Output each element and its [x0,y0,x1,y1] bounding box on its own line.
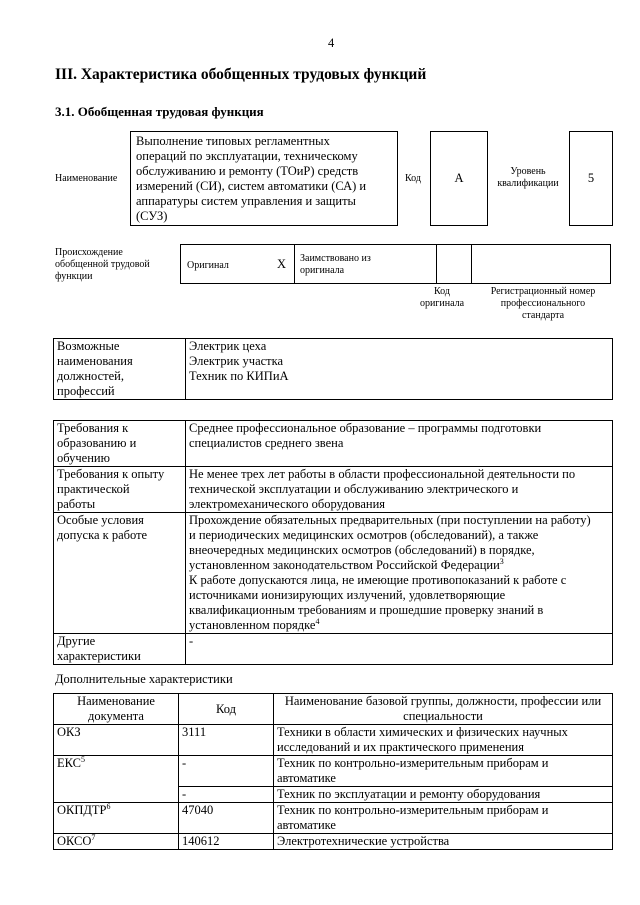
footnote-ref: 3 [499,556,504,566]
row-name: Техник по эксплуатации и ремонту оборудования [274,787,613,803]
subsection-title: 3.1. Обобщенная трудовая функция [55,104,264,119]
additional-row [54,834,613,850]
additional-table [53,693,613,850]
row-document: ЕКС [57,756,81,770]
footnote-ref: 6 [106,801,111,811]
origin-original-label: Оригинал [187,260,229,271]
requirement-row [54,421,613,467]
row-name: Техник по контрольно-измерительным приборам и автоматике [274,756,613,787]
header-document: Наименование документа [54,694,179,725]
additional-header-row [54,694,613,725]
origin-reg-number-label: Регистрационный номер профессионального стандарта [490,286,596,321]
additional-row [54,803,613,834]
section-title: III. Характеристика обобщенных трудовых функций [55,66,427,83]
origin-label: Происхождение обобщенной трудовой функции [55,247,150,282]
function-name-label: Наименование [55,173,118,184]
origin-divider-1 [294,244,295,284]
origin-borrowed-label: Заимствовано из оригинала [300,253,371,276]
row-code: 3111 [179,725,274,756]
requirement-label: Требования к образованию и обучению [54,421,186,467]
function-level-value: 5 [569,131,613,226]
additional-row [54,787,613,803]
function-level-label: Уровень квалификации [497,166,559,189]
header-code: Код [179,694,274,725]
row-code: - [179,787,274,803]
requirement-value: Не менее трех лет работы в области профессиональной деятельности по технической эксплуатации и обслуживанию электрического и электромеханического оборудования [186,467,613,513]
requirement-row [54,513,613,634]
footnote-ref: 5 [81,754,85,764]
origin-original-mark: X [277,257,287,271]
origin-divider-2 [436,244,437,284]
positions-value: Электрик цеха Электрик участка Техник по КИПиА [186,339,613,400]
special-conditions-text-2: К работе допускаются лица, не имеющие противопоказаний к работе с источниками ионизирующих излучений, удовлетворяющие квалификационным требованиям и прошедшие проверку знаний в установленном порядке [189,573,567,632]
row-code: 47040 [179,803,274,834]
requirement-value: Среднее профессиональное образование – программы подготовки специалистов среднего звена [186,421,613,467]
origin-frame [180,244,611,284]
row-name: Электротехнические устройства [274,834,613,850]
row-name: Техники в области химических и физических научных исследований и их практического применения [274,725,613,756]
row-document: ОКПДТР [57,803,107,817]
positions-table [53,338,613,400]
row-code: 140612 [179,834,274,850]
function-name-value: Выполнение типовых регламентных операций по эксплуатации, техническому обслуживанию и ремонту (ТОиР) средств измерений (СИ), систем автоматики (СА) и аппаратуры систем управления и защиты (СУЗ) [130,131,398,226]
requirement-row [54,467,613,513]
positions-label: Возможные наименования должностей, профессий [54,339,186,400]
requirement-label: Другие характеристики [54,634,186,665]
additional-title: Дополнительные характеристики [55,672,233,686]
header-name: Наименование базовой группы, должности, профессии или специальности [274,694,613,725]
special-conditions-text: Прохождение обязательных предварительных (при поступлении на работу) и периодических медицинских осмотров (обследований), а также внеочередных медицинских осмотров (обследований) в порядке, установленном законодательством Российской Федерации [189,513,591,572]
requirement-label: Особые условия допуска к работе [54,513,186,634]
row-document: ОКЗ [57,725,81,739]
requirement-label: Требования к опыту практической работы [54,467,186,513]
footnote-ref: 7 [91,832,96,842]
function-code-value: А [430,131,488,226]
requirement-value: - [186,634,613,665]
requirement-row [54,634,613,665]
row-name: Техник по контрольно-измерительным приборам и автоматике [274,803,613,834]
footnote-ref: 4 [315,616,320,626]
function-code-label: Код [405,173,421,184]
origin-code-original-label: Код оригинала [419,286,465,309]
requirements-table [53,420,613,665]
page-number: 4 [328,36,335,50]
requirement-value-special [186,513,613,634]
additional-row [54,756,613,787]
row-code: - [179,756,274,787]
additional-row [54,725,613,756]
origin-divider-3 [471,244,472,284]
positions-row [54,339,613,400]
row-document: ОКСО [57,834,92,848]
